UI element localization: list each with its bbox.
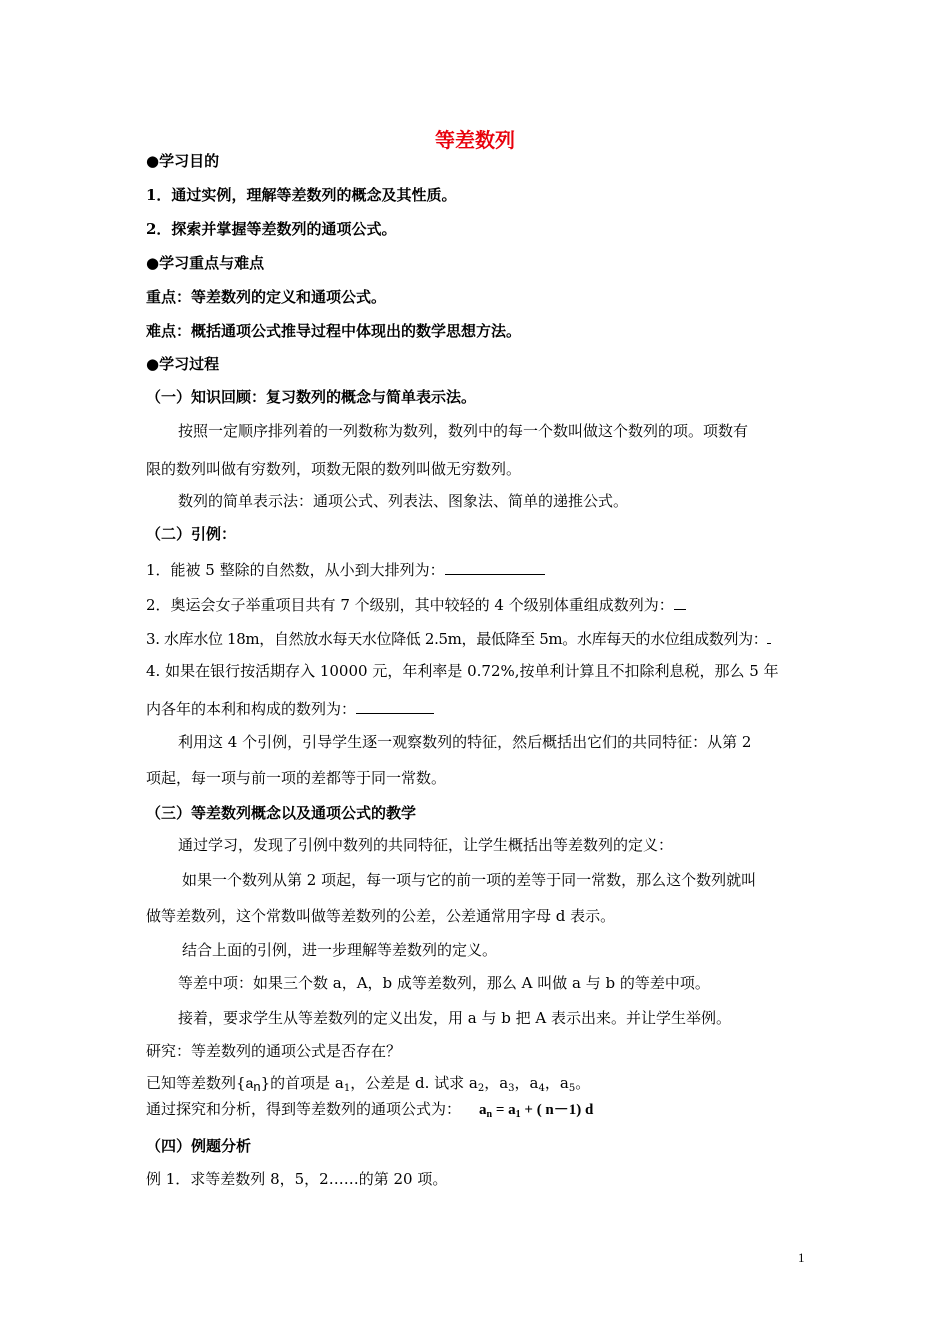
goal-item-1: 1．通过实例，理解等差数列的概念及其性质。	[146, 186, 457, 204]
focus-heading: ●学习重点与难点	[146, 254, 265, 272]
known-sep-2: ，a	[484, 1074, 509, 1092]
known-sep-4: ，a	[544, 1074, 569, 1092]
example-4-text: 内各年的本利和构成的数列为：	[146, 700, 357, 718]
section3-p3: 结合上面的引例，进一步理解等差数列的定义。	[182, 941, 498, 959]
example-1	[146, 558, 545, 580]
known-sep-3: ，a	[514, 1074, 539, 1092]
definition-line1: 如果一个数列从第 2 项起，每一项与它的前一项的差等于同一常数，那么这个数列就叫	[182, 871, 757, 889]
goal-item-2: 2．探索并掌握等差数列的通项公式。	[146, 220, 397, 238]
known-sub-3: 3	[508, 1083, 515, 1094]
section4-heading: （四）例题分析	[146, 1137, 252, 1155]
known-an	[245, 1075, 261, 1094]
known-sub-4: 4	[538, 1083, 545, 1094]
known-sub-5: 5	[568, 1083, 576, 1094]
formula-a: a	[479, 1102, 487, 1118]
example-3-text: 3. 水库水位 18m，自然放水每天水位降低 2.5m，最低降至 5m。水库每天的水位组成数列为：	[146, 630, 768, 648]
section1-para2: 数列的简单表示法：通项公式、列表法、图象法、简单的递推公式。	[178, 492, 629, 510]
process-heading: ●学习过程	[146, 355, 220, 373]
example-2	[146, 593, 686, 615]
worked-example-1: 例 1．求等差数列 8，5，2……的第 20 项。	[146, 1170, 448, 1188]
known-prefix: 已知等差数列{	[146, 1074, 246, 1092]
example-3	[146, 627, 771, 649]
example-4-line2	[146, 697, 434, 719]
known-end: 。	[575, 1074, 591, 1092]
known-a1-sub: 1	[343, 1083, 351, 1094]
derive-text: 通过探究和分析，得到等差数列的通项公式为：	[146, 1100, 462, 1118]
general-formula-line	[146, 1099, 593, 1120]
section3-heading: （三）等差数列概念以及通项公式的教学	[146, 804, 417, 822]
page-number: 1	[798, 1250, 805, 1265]
formula-eq: = a	[492, 1102, 516, 1118]
example-4-line1: 4. 如果在银行按活期存入 10000 元，年利率是 0.72%,按单利计算且不扣除利息税，那么 5 年	[146, 662, 779, 680]
research-question: 研究：等差数列的通项公式是否存在？	[146, 1042, 402, 1060]
section2-heading: （二）引例：	[146, 525, 237, 543]
key-point: 重点：等差数列的定义和通项公式。	[146, 288, 387, 306]
answer-blank-2	[674, 593, 686, 610]
known-an-base: a	[245, 1075, 254, 1091]
general-term-formula	[479, 1102, 593, 1118]
example-2-text: 2．奥运会女子举重项目共有 7 个级别，其中较轻的 4 个级别体重组成数列为：	[146, 596, 674, 614]
section1-para1-line1: 按照一定顺序排列着的一列数称为数列，数列中的每一个数叫做这个数列的项。项数有	[178, 422, 749, 440]
known-condition	[146, 1073, 590, 1093]
formula-n-sub: n	[486, 1109, 493, 1120]
page-title: 等差数列	[435, 128, 515, 152]
formula-1-sub: 1	[515, 1109, 521, 1120]
answer-blank-4	[356, 697, 434, 714]
arithmetic-mean-definition: 等差中项：如果三个数 a，A，b 成等差数列，那么 A 叫做 a 与 b 的等差中项。	[178, 974, 710, 992]
known-mid: }的首项是 a	[260, 1074, 344, 1092]
section1-heading: （一）知识回顾：复习数列的概念与简单表示法。	[146, 388, 477, 406]
summary-line1: 利用这 4 个引例，引导学生逐一观察数列的特征，然后概括出它们的共同特征：从第 2	[178, 733, 752, 751]
known-sub-2: 2	[477, 1083, 485, 1094]
definition-line2: 做等差数列，这个常数叫做等差数列的公差，公差通常用字母 d 表示。	[146, 907, 616, 925]
section3-p5: 接着，要求学生从等差数列的定义出发，用 a 与 b 把 A 表示出来。并让学生举例。	[178, 1009, 731, 1027]
answer-blank-3	[767, 627, 771, 644]
section3-p1: 通过学习，发现了引例中数列的共同特征，让学生概括出等差数列的定义：	[178, 836, 674, 854]
formula-rest: + ( n－1) d	[520, 1102, 594, 1118]
known-an-sub: n	[253, 1079, 261, 1094]
goals-heading: ●学习目的	[146, 152, 220, 170]
answer-blank-1	[445, 558, 545, 575]
example-1-text: 1．能被 5 整除的自然数，从小到大排列为：	[146, 561, 445, 579]
summary-line2: 项起，每一项与前一项的差都等于同一常数。	[146, 769, 447, 787]
known-suffix: ，公差是 d. 试求 a	[350, 1074, 478, 1092]
difficult-point: 难点：概括通项公式推导过程中体现出的数学思想方法。	[146, 322, 522, 340]
section1-para1-line2: 限的数列叫做有穷数列，项数无限的数列叫做无穷数列。	[146, 460, 522, 478]
